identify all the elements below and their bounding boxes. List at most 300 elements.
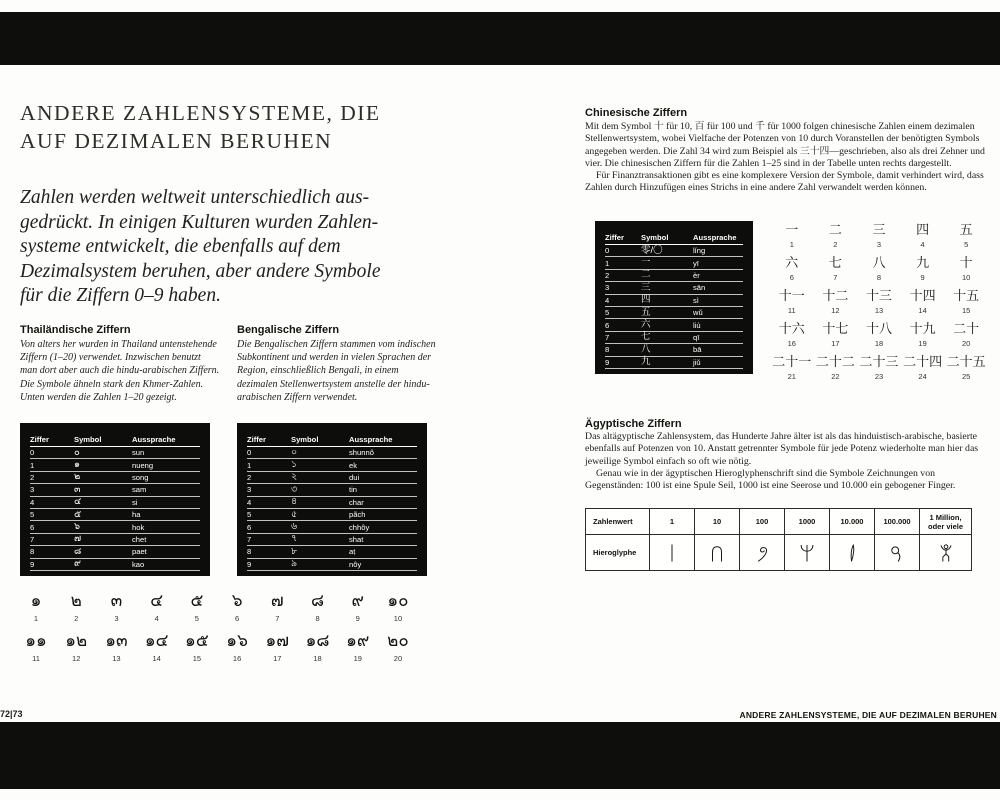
pronunciation-cell: ek (349, 460, 358, 470)
numeral-item (183, 631, 211, 663)
digit-cell: 8 (605, 345, 610, 355)
table-row (30, 484, 200, 496)
egyptian-section-body (585, 431, 989, 492)
numeral-glyph: ๒ (70, 591, 82, 610)
numeral-item (344, 631, 372, 663)
numeral-item (304, 631, 332, 663)
pronunciation-cell: chhôy (349, 522, 370, 532)
numeral-label: 6 (789, 273, 794, 282)
digit-cell: 5 (30, 510, 35, 520)
symbol-cell: ๓ (74, 483, 81, 495)
pronunciation-cell: dui (349, 472, 360, 482)
pronunciation-cell: pãch (349, 510, 366, 520)
egyptian-paragraph-1: Das altägyptische Zahlensystem, das Hunderte Jahre älter ist als das hinduistisch-arabische, basierte ebenfalls auf Potenzen von 10. Anstatt getrennter Symbole für jede Potenz wiederholte man hier das jeweilige Symbol einfach so oft wie nötig. (585, 431, 979, 467)
numeral-label: 3 (876, 240, 882, 249)
numeral-label: 7 (275, 614, 280, 623)
numeral-label: 17 (831, 339, 840, 348)
heel-bone-hieroglyph-icon (695, 535, 740, 571)
numeral-glyph: ๑๕ (185, 631, 209, 650)
numeral-item (944, 222, 988, 249)
numeral-item (22, 631, 50, 663)
pronunciation-cell: sun (132, 448, 145, 458)
table-row (30, 447, 200, 459)
digit-cell: 7 (247, 534, 252, 544)
table-row (247, 447, 417, 459)
digit-cell: 9 (605, 357, 610, 367)
numeral-label: 10 (393, 614, 403, 623)
column-header: Symbol (74, 434, 102, 444)
numeral-label: 10 (962, 273, 971, 282)
pronunciation-cell: si (132, 497, 138, 507)
table-row (605, 332, 743, 344)
thai-numerals-11-20 (22, 631, 412, 663)
symbol-cell: ๑ (74, 459, 81, 471)
numeral-item (944, 354, 988, 381)
digit-cell: 0 (247, 448, 252, 458)
egyptian-paragraph-2: Genau wie in der ägyptischen Hieroglyphenschrift sind die Symbole Zeichnungen von Gegenständen: 100 ist eine Spule Seil, 1000 ist eine Seerose und 10.000 ein gebogener Finger. (585, 467, 956, 492)
finger-hieroglyph-icon (830, 535, 875, 571)
numeral-glyph: 五 (959, 222, 973, 237)
digit-cell: 5 (605, 308, 610, 318)
digit-cell: 4 (605, 295, 610, 305)
numeral-item (814, 288, 858, 315)
numeral-label: 1 (789, 240, 794, 249)
numeral-glyph: ๑ (30, 591, 42, 610)
numeral-glyph: 十七 (822, 321, 849, 336)
numeral-glyph: 四 (916, 222, 930, 237)
numeral-label: 7 (833, 273, 838, 282)
pronunciation-cell: song (132, 472, 149, 482)
numeral-label: 18 (874, 339, 884, 348)
symbol-cell: 三 (641, 281, 651, 293)
symbol-cell: 六 (641, 319, 651, 331)
numeral-item (814, 255, 858, 282)
digit-cell: 3 (605, 283, 610, 293)
table-row (30, 472, 200, 484)
table-row (30, 546, 200, 558)
intro-line: systeme entwickelt, die ebenfalls auf dem (20, 236, 341, 258)
numeral-item (183, 591, 211, 623)
intro-line: Zahlen werden weltweit unterschiedlich aus- (20, 187, 370, 208)
numeral-glyph: 九 (916, 255, 930, 270)
numeral-label: 8 (876, 273, 882, 282)
table-row (605, 245, 743, 257)
table-row (30, 509, 200, 521)
column-header: Ziffer (247, 434, 266, 444)
pronunciation-cell: shunnô (349, 448, 374, 458)
numeral-label: 19 (353, 654, 362, 663)
table-row (30, 521, 200, 533)
numeral-item (102, 631, 130, 663)
table-row (247, 459, 417, 471)
numeral-label: 19 (918, 339, 927, 348)
symbol-cell: ০ (291, 446, 298, 458)
digit-cell: 7 (30, 534, 35, 544)
symbol-cell: ২ (291, 471, 298, 483)
intro-line: für die Ziffern 0–9 haben. (20, 285, 221, 307)
tadpole-hieroglyph-icon (875, 535, 920, 571)
numeral-item (770, 354, 814, 381)
pronunciation-cell: nôy (349, 559, 362, 569)
table-header-row (605, 230, 743, 245)
numeral-item (901, 222, 945, 249)
numeral-glyph: ๑๓ (105, 631, 128, 650)
intro-line: gedrückt. In einigen Kulturen wurden Zahlen- (20, 211, 379, 233)
symbol-cell: ৮ (291, 545, 298, 557)
pronunciation-cell: sam (132, 485, 147, 495)
symbol-cell: ๙ (74, 558, 81, 570)
numeral-label: 4 (920, 240, 925, 249)
pronunciation-cell: líng (693, 246, 706, 256)
numeral-label: 3 (114, 614, 119, 623)
numeral-item (944, 255, 988, 282)
pronunciation-cell: qī (693, 332, 700, 342)
digit-cell: 5 (247, 510, 252, 520)
table-row (605, 319, 743, 331)
numeral-glyph: 十六 (778, 321, 805, 336)
numeral-glyph: ๑๗ (265, 631, 290, 650)
numeral-item (944, 321, 988, 348)
chinese-paragraph-1: Mit dem Symbol 十 für 10, 百 für 100 und 千 für 1000 folgen chinesische Zahlen einem dezimalen Stellenwertsystem, wobei Vielfache der Potenzen von 10 durch Voranstellen der benötigten Symbols angegeben werden. Die Zahl 34 wird zum Beispiel als 三十四—geschrieben, also als drei Zehner und vier. Die chinesischen Ziffern für die Zahlen 1–25 sind in der Tabelle unten rechts dargestellt. (585, 121, 985, 169)
symbol-cell: ৩ (291, 483, 298, 495)
digit-cell: 6 (605, 320, 610, 330)
numeral-label: 15 (192, 654, 202, 663)
bengali-section-body: Die Bengalischen Ziffern stammen vom indischen Subkontinent und werden in vielen Sprachen der Region, einschließlich Bengali, in einem dezimalen Stellenwertsystem anstelle der hindu-arabischen Ziffern verwendet. (237, 339, 436, 403)
symbol-cell: ๒ (74, 471, 81, 483)
table-row (30, 459, 200, 471)
thai-section-body: Von alters her wurden in Thailand untenstehende Ziffern (1–20) verwendet. Inzwischen benutzt man dort aber auch die hindu-arabischen Ziffern. Die Symbole ähneln stark den Khmer-Zahlen. Unten werden die Zahlen 1–20 gezeigt. (20, 339, 220, 403)
numeral-item (857, 255, 901, 282)
pronunciation-cell: bā (693, 345, 702, 355)
digit-cell: 1 (247, 460, 252, 470)
numeral-label: 9 (355, 614, 360, 623)
numeral-item (143, 591, 171, 623)
numeral-item (770, 288, 814, 315)
pronunciation-cell: char (349, 497, 364, 507)
row-label-zahlenwert: Zahlenwert (586, 509, 650, 535)
numeral-glyph: ๔ (150, 591, 164, 610)
table-header-row (30, 432, 200, 447)
pronunciation-cell: ha (132, 510, 141, 520)
numeral-label: 24 (918, 372, 927, 381)
numeral-item (901, 321, 945, 348)
table-row (605, 257, 743, 269)
numeral-label: 5 (194, 614, 199, 623)
intro-text (20, 186, 380, 309)
symbol-cell: ๘ (74, 545, 82, 557)
column-header: Ziffer (605, 232, 624, 242)
numeral-item (223, 591, 251, 623)
numeral-glyph: ๑๑ (25, 631, 47, 650)
numeral-glyph: 三 (872, 222, 886, 237)
numeral-label: 21 (787, 372, 796, 381)
numeral-glyph: 六 (785, 255, 799, 270)
symbol-cell: 七 (641, 331, 651, 343)
table-row (605, 270, 743, 282)
numeral-item (770, 255, 814, 282)
numeral-glyph: ๘ (310, 591, 325, 610)
egyptian-hieroglyphs-table (585, 508, 972, 571)
digit-cell: 8 (247, 547, 252, 557)
digit-cell: 9 (247, 559, 252, 569)
numeral-glyph: 一 (785, 222, 799, 237)
pronunciation-cell: tin (349, 485, 358, 495)
numeral-glyph: 二十四 (903, 354, 943, 369)
numeral-glyph: 二十 (953, 321, 980, 336)
digit-cell: 0 (30, 448, 35, 458)
numeral-glyph: 十九 (909, 321, 936, 336)
column-header: Symbol (641, 232, 669, 242)
symbol-cell: 二 (641, 269, 651, 281)
numeral-label: 8 (315, 614, 320, 623)
symbol-cell: ๔ (74, 496, 82, 508)
pronunciation-cell: hok (132, 522, 145, 532)
digit-cell: 6 (30, 522, 35, 532)
numeral-item (62, 591, 90, 623)
chinese-numerals-1-25-grid (770, 222, 988, 381)
bengali-section-heading: Bengalische Ziffern (237, 324, 340, 336)
numeral-glyph: ๗ (270, 591, 284, 610)
pronunciation-cell: aṭ (349, 547, 356, 557)
numeral-label: 16 (232, 654, 242, 663)
numeral-glyph: 二十五 (946, 354, 986, 369)
numeral-label: 15 (962, 306, 971, 315)
page-title-line1: ANDERE ZAHLENSYSTEME, DIE (20, 101, 381, 125)
digit-cell: 7 (605, 332, 610, 342)
pronunciation-cell: wǔ (693, 308, 703, 318)
table-row (247, 484, 417, 496)
column-header: Aussprache (349, 434, 393, 444)
numeral-item (857, 288, 901, 315)
digit-cell: 8 (30, 547, 35, 557)
numeral-item (901, 288, 945, 315)
numeral-glyph: ๖ (231, 591, 243, 610)
numeral-glyph: 十三 (865, 288, 892, 303)
digit-cell: 1 (605, 258, 610, 268)
numeral-item (814, 222, 858, 249)
chinese-section-heading: Chinesische Ziffern (585, 107, 688, 119)
numeral-item (143, 631, 171, 663)
numeral-label: 12 (831, 306, 840, 315)
numeral-item (102, 591, 130, 623)
pronunciation-cell: èr (693, 270, 700, 280)
symbol-cell: 九 (641, 356, 651, 368)
symbol-cell: ৬ (291, 521, 298, 533)
pronunciation-cell: nueng (132, 460, 154, 470)
symbol-cell: 四 (641, 294, 651, 306)
table-row (247, 472, 417, 484)
symbol-cell: ৫ (291, 508, 298, 520)
lotus-hieroglyph-icon (785, 535, 830, 571)
numeral-glyph: 十一 (778, 288, 805, 303)
pronunciation-cell: jiǔ (693, 357, 701, 367)
table-row (247, 509, 417, 521)
column-header: Ziffer (30, 434, 49, 444)
pronunciation-cell: paet (132, 547, 147, 557)
value-cell: 10 (695, 509, 740, 535)
numeral-label: 25 (962, 372, 971, 381)
bengali-numerals-table (237, 423, 427, 576)
numeral-label: 5 (964, 240, 969, 249)
numeral-glyph: ๙ (351, 591, 364, 610)
table-row (247, 546, 417, 558)
pronunciation-cell: sì (693, 295, 699, 305)
numeral-item (857, 354, 901, 381)
numeral-glyph: ๓ (110, 591, 123, 610)
numeral-glyph: ๒๐ (387, 631, 409, 650)
table-row (247, 497, 417, 509)
page-title-line2: AUF DEZIMALEN BERUHEN (20, 129, 333, 153)
value-cell: 100 (740, 509, 785, 535)
numeral-glyph: 十八 (865, 321, 892, 336)
digit-cell: 2 (30, 472, 35, 482)
pronunciation-cell: liù (693, 320, 701, 330)
numeral-glyph: ๑๘ (305, 631, 330, 650)
symbol-cell: ๐ (74, 446, 80, 458)
numeral-item (814, 321, 858, 348)
digit-cell: 4 (247, 497, 252, 507)
numeral-item (263, 631, 291, 663)
page-title (20, 99, 381, 155)
numeral-item (62, 631, 90, 663)
pronunciation-cell: yī (693, 258, 699, 268)
table-row (247, 559, 417, 571)
stroke-hieroglyph-icon (650, 535, 695, 571)
numeral-label: 9 (920, 273, 925, 282)
table-row (605, 295, 743, 307)
symbol-cell: ১ (291, 459, 298, 471)
numeral-item (263, 591, 291, 623)
digit-cell: 2 (247, 472, 252, 482)
column-header: Symbol (291, 434, 319, 444)
table-row (30, 497, 200, 509)
egyptian-section-heading: Ägyptische Ziffern (585, 418, 682, 430)
numeral-item (770, 222, 814, 249)
row-label-hieroglyphe: Hieroglyphe (586, 535, 650, 571)
value-cell: 1000 (785, 509, 830, 535)
page-numbers: 72|73 (0, 709, 23, 719)
intro-line: Dezimalsystem beruhen, aber andere Symbole (20, 260, 381, 282)
numeral-glyph: 二十三 (859, 354, 899, 369)
table-row (247, 534, 417, 546)
numeral-label: 4 (154, 614, 159, 623)
numeral-item (857, 321, 901, 348)
numeral-glyph: 二 (828, 222, 842, 237)
numeral-glyph: 十四 (909, 288, 936, 303)
numeral-label: 20 (962, 339, 971, 348)
running-title: ANDERE ZAHLENSYSTEME, DIE AUF DEZIMALEN BERUHEN (739, 710, 997, 720)
chinese-numerals-table (595, 221, 753, 374)
numeral-label: 14 (918, 306, 927, 315)
numeral-label: 22 (831, 372, 840, 381)
numeral-label: 18 (313, 654, 322, 663)
value-cell: 10.000 (830, 509, 875, 535)
numeral-glyph: ๑๐ (387, 591, 409, 610)
pronunciation-cell: shat (349, 534, 364, 544)
numeral-label: 2 (833, 240, 838, 249)
chinese-paragraph-2: Für Finanztransaktionen gibt es eine komplexere Version der Symbole, damit verhindert wird, dass Zahlen durch Hinzufügen eines Strichs in eine andere Zahl verwandelt werden können. (585, 170, 984, 194)
numeral-label: 11 (787, 306, 796, 315)
numeral-item (857, 222, 901, 249)
value-cell: 1 Million, oder viele (920, 509, 972, 535)
numeral-glyph: 十 (959, 255, 973, 270)
table-header-row (247, 432, 417, 447)
numeral-glyph: ๑๖ (226, 631, 248, 650)
table-row (605, 357, 743, 369)
numeral-item (814, 354, 858, 381)
numeral-item (901, 354, 945, 381)
numeral-label: 2 (74, 614, 79, 623)
numeral-label: 6 (235, 614, 240, 623)
table-row (30, 534, 200, 546)
thai-numerals-table (20, 423, 210, 576)
pronunciation-cell: chet (132, 534, 147, 544)
digit-cell: 4 (30, 497, 35, 507)
digit-cell: 6 (247, 522, 252, 532)
numeral-label: 13 (112, 654, 121, 663)
numeral-label: 20 (393, 654, 403, 663)
digit-cell: 1 (30, 460, 35, 470)
numeral-label: 11 (32, 654, 40, 663)
symbol-cell: ৭ (291, 533, 298, 545)
numeral-item (384, 631, 412, 663)
table-row (605, 344, 743, 356)
numeral-item (223, 631, 251, 663)
numeral-label: 23 (874, 372, 884, 381)
thai-section-heading: Thailändische Ziffern (20, 324, 131, 336)
chinese-section-body (585, 121, 989, 195)
numeral-glyph: 二十二 (815, 354, 855, 369)
table-row (30, 559, 200, 571)
digit-cell: 0 (605, 246, 610, 256)
bottom-page-edge (0, 722, 1000, 789)
digit-cell: 9 (30, 559, 35, 569)
numeral-label: 1 (33, 614, 39, 623)
heh-god-hieroglyph-icon (920, 535, 972, 571)
table-row (605, 282, 743, 294)
digit-cell: 3 (30, 485, 35, 495)
symbol-cell: ৯ (291, 558, 298, 570)
numeral-glyph: ๕ (190, 591, 204, 610)
symbol-cell: 零/〇 (641, 244, 663, 256)
top-page-edge (0, 12, 1000, 65)
numeral-label: 12 (72, 654, 81, 663)
symbol-cell: 八 (641, 343, 651, 355)
numeral-label: 13 (874, 306, 884, 315)
numeral-glyph: ๑๙ (346, 631, 370, 650)
value-cell: 1 (650, 509, 695, 535)
value-cell: 100.000 (875, 509, 920, 535)
symbol-cell: ৪ (291, 496, 298, 508)
column-header: Aussprache (132, 434, 176, 444)
numeral-item (944, 288, 988, 315)
digit-cell: 3 (247, 485, 252, 495)
pronunciation-cell: kao (132, 559, 145, 569)
symbol-cell: ๗ (74, 533, 82, 545)
numeral-label: 14 (152, 654, 161, 663)
numeral-item (344, 591, 372, 623)
numeral-label: 16 (787, 339, 796, 348)
symbol-cell: 五 (641, 306, 651, 318)
numeral-item (22, 591, 50, 623)
coil-of-rope-hieroglyph-icon (740, 535, 785, 571)
numeral-glyph: 二十一 (772, 354, 812, 369)
numeral-glyph: ๑๔ (144, 631, 169, 650)
numeral-item (901, 255, 945, 282)
table-row (247, 521, 417, 533)
thai-numerals-1-10 (22, 591, 412, 623)
table-row (605, 307, 743, 319)
